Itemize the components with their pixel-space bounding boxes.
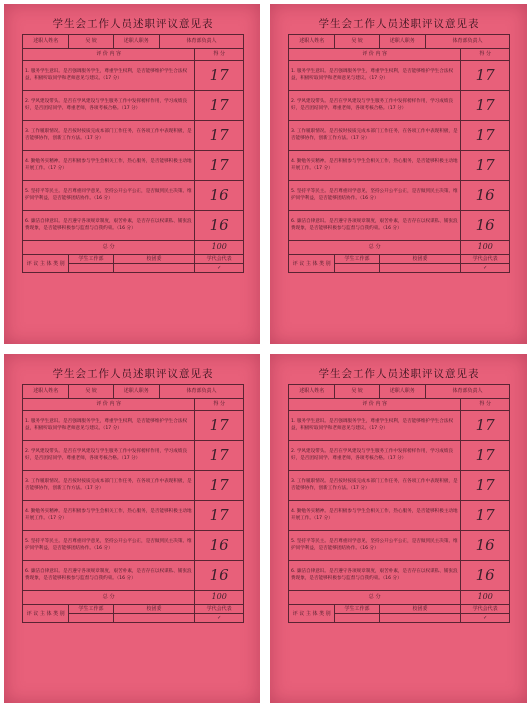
position-value: 体育部负责人 <box>160 35 244 49</box>
total-row <box>23 241 244 255</box>
handwritten-score: 16 <box>195 531 244 561</box>
header-row <box>289 35 510 49</box>
form-table <box>22 384 244 623</box>
criterion-text: 2. 学风建设带头。是否在学风建设与学生服务工作中发挥榜样作用，学习成绩良好，是否团结同学、尊重老师，各项考核合格。（17 分） <box>289 441 461 471</box>
form-title: 学生会工作人员述职评议意见表 <box>318 368 480 380</box>
criterion-text: 6. 廉洁自律意识。是否遵守各项规章制度，艰苦朴素，是否存在以权谋私、铺张浪费现象，是否能够积极参与监督与自我约束。（16 分） <box>289 211 461 241</box>
handwritten-score: 16 <box>195 561 244 591</box>
criterion-row <box>289 441 510 471</box>
name-value: 吴 姣 <box>69 385 113 399</box>
photo-sheet-3 <box>4 354 260 703</box>
handwritten-score: 17 <box>195 91 244 121</box>
eval-category-representatives: 学代会代表 <box>461 605 510 614</box>
handwritten-total: 100 <box>461 591 510 605</box>
checkmark-icon: ✓ <box>195 264 244 273</box>
eval-mark-empty <box>335 264 379 273</box>
handwritten-score: 17 <box>195 61 244 91</box>
total-label: 总 分 <box>23 591 195 605</box>
handwritten-score: 16 <box>461 531 510 561</box>
evaluation-form <box>288 16 510 273</box>
content-header-row <box>289 399 510 411</box>
evaluation-form <box>22 366 244 623</box>
eval-category-student-affairs: 学生工作部 <box>335 255 379 264</box>
name-label: 述职人姓名 <box>289 35 335 49</box>
criterion-text: 3. 工作履职情况。是否按时按质完成本部门工作任务，在各项工作中表现积极，是否能够协作，创新工作方法。（17 分） <box>289 121 461 151</box>
name-value: 吴 姣 <box>69 35 113 49</box>
eval-category-youth-league: 校团委 <box>113 255 195 264</box>
content-header: 评 价 内 容 <box>23 49 195 61</box>
criterion-text: 6. 廉洁自律意识。是否遵守各项规章制度，艰苦朴素，是否存在以权谋私、铺张浪费现象，是否能够积极参与监督与自我约束。（16 分） <box>23 561 195 591</box>
criterion-row <box>289 61 510 91</box>
eval-category-row <box>289 255 510 264</box>
handwritten-score: 16 <box>461 181 510 211</box>
handwritten-score: 17 <box>461 61 510 91</box>
handwritten-score: 17 <box>461 411 510 441</box>
eval-category-row <box>23 255 244 264</box>
eval-category-row <box>23 605 244 614</box>
eval-category-youth-league: 校团委 <box>379 605 461 614</box>
content-header: 评 价 内 容 <box>289 399 461 411</box>
handwritten-score: 16 <box>195 181 244 211</box>
criterion-text: 5. 坚持平等民主。是否尊重同学意见，坚持公开公平公正，是否做到民主决策、维护同学利益，是否能够团结协作。（16 分） <box>23 531 195 561</box>
name-label: 述职人姓名 <box>23 35 69 49</box>
eval-category-representatives: 学代会代表 <box>195 255 244 264</box>
handwritten-score: 17 <box>195 411 244 441</box>
position-value: 体育部负责人 <box>160 385 244 399</box>
criterion-text: 6. 廉洁自律意识。是否遵守各项规章制度，艰苦朴素，是否存在以权谋私、铺张浪费现象，是否能够积极参与监督与自我约束。（16 分） <box>289 561 461 591</box>
position-label: 述职人职务 <box>379 385 425 399</box>
handwritten-score: 17 <box>461 471 510 501</box>
criterion-row <box>289 561 510 591</box>
header-row <box>289 385 510 399</box>
photo-sheet-1 <box>4 4 260 344</box>
form-title: 学生会工作人员述职评议意见表 <box>52 368 214 380</box>
header-row <box>23 35 244 49</box>
criterion-row <box>23 61 244 91</box>
criterion-row <box>289 501 510 531</box>
position-value: 体育部负责人 <box>426 385 510 399</box>
score-header: 得 分 <box>461 399 510 411</box>
evaluation-form <box>288 366 510 623</box>
criterion-text: 1. 服务学生意识。是否强调服务学生，尊重学生权利，是否能够维护学生合法权益，积极听取同学和老师意见与建议。（17 分） <box>23 411 195 441</box>
eval-category-student-affairs: 学生工作部 <box>69 255 113 264</box>
handwritten-score: 16 <box>195 211 244 241</box>
photo-sheet-2 <box>270 4 527 344</box>
eval-category-student-affairs: 学生工作部 <box>69 605 113 614</box>
criterion-row <box>23 211 244 241</box>
handwritten-score: 16 <box>461 211 510 241</box>
eval-mark-empty <box>113 614 195 623</box>
criterion-text: 5. 坚持平等民主。是否尊重同学意见，坚持公开公平公正，是否做到民主决策、维护同学利益，是否能够团结协作。（16 分） <box>23 181 195 211</box>
eval-mark-empty <box>335 614 379 623</box>
eval-mark-empty <box>379 264 461 273</box>
handwritten-score: 17 <box>461 501 510 531</box>
criterion-text: 5. 坚持平等民主。是否尊重同学意见，坚持公开公平公正，是否做到民主决策、维护同学利益，是否能够团结协作。（16 分） <box>289 181 461 211</box>
content-header-row <box>23 49 244 61</box>
content-header-row <box>23 399 244 411</box>
eval-category-youth-league: 校团委 <box>113 605 195 614</box>
handwritten-score: 16 <box>461 561 510 591</box>
handwritten-total: 100 <box>461 241 510 255</box>
checkmark-icon: ✓ <box>461 264 510 273</box>
score-header: 得 分 <box>195 399 244 411</box>
eval-mark-empty <box>69 264 113 273</box>
handwritten-total: 100 <box>195 241 244 255</box>
eval-category-row <box>289 605 510 614</box>
criterion-text: 2. 学风建设带头。是否在学风建设与学生服务工作中发挥榜样作用，学习成绩良好，是否团结同学、尊重老师，各项考核合格。（17 分） <box>289 91 461 121</box>
handwritten-score: 17 <box>461 441 510 471</box>
eval-category-representatives: 学代会代表 <box>195 605 244 614</box>
criterion-row <box>23 411 244 441</box>
eval-subject-label: 评 议 主 体 类 别 <box>23 255 69 273</box>
name-value: 吴 姣 <box>335 385 379 399</box>
content-header-row <box>289 49 510 61</box>
criterion-row <box>23 561 244 591</box>
criterion-text: 1. 服务学生意识。是否强调服务学生，尊重学生权利，是否能够维护学生合法权益，积极听取同学和老师意见与建议。（17 分） <box>289 61 461 91</box>
criterion-row <box>289 211 510 241</box>
criterion-row <box>23 121 244 151</box>
handwritten-score: 17 <box>195 501 244 531</box>
name-label: 述职人姓名 <box>289 385 335 399</box>
eval-mark-empty <box>69 614 113 623</box>
criterion-text: 3. 工作履职情况。是否按时按质完成本部门工作任务，在各项工作中表现积极，是否能够协作，创新工作方法。（17 分） <box>23 121 195 151</box>
criterion-text: 4. 勤勉务实精神。是否积极参与学生会相关工作，热心服务，是否能够积极主动地开展工作。（17 分） <box>289 501 461 531</box>
position-label: 述职人职务 <box>113 35 159 49</box>
criterion-row <box>23 501 244 531</box>
total-label: 总 分 <box>23 241 195 255</box>
criterion-text: 3. 工作履职情况。是否按时按质完成本部门工作任务，在各项工作中表现积极，是否能够协作，创新工作方法。（17 分） <box>289 471 461 501</box>
criterion-row <box>289 181 510 211</box>
position-value: 体育部负责人 <box>426 35 510 49</box>
handwritten-score: 17 <box>461 151 510 181</box>
criterion-row <box>23 531 244 561</box>
evaluation-form <box>22 16 244 273</box>
total-row <box>289 591 510 605</box>
criterion-row <box>289 471 510 501</box>
total-row <box>23 591 244 605</box>
name-value: 吴 姣 <box>335 35 379 49</box>
total-label: 总 分 <box>289 241 461 255</box>
content-header: 评 价 内 容 <box>289 49 461 61</box>
handwritten-score: 17 <box>195 151 244 181</box>
photo-sheet-4 <box>270 354 527 703</box>
criterion-text: 2. 学风建设带头。是否在学风建设与学生服务工作中发挥榜样作用，学习成绩良好，是否团结同学、尊重老师，各项考核合格。（17 分） <box>23 91 195 121</box>
total-label: 总 分 <box>289 591 461 605</box>
criterion-text: 3. 工作履职情况。是否按时按质完成本部门工作任务，在各项工作中表现积极，是否能够协作，创新工作方法。（17 分） <box>23 471 195 501</box>
criterion-text: 2. 学风建设带头。是否在学风建设与学生服务工作中发挥榜样作用，学习成绩良好，是否团结同学、尊重老师，各项考核合格。（17 分） <box>23 441 195 471</box>
eval-subject-label: 评 议 主 体 类 别 <box>23 605 69 623</box>
position-label: 述职人职务 <box>113 385 159 399</box>
criterion-text: 1. 服务学生意识。是否强调服务学生，尊重学生权利，是否能够维护学生合法权益，积极听取同学和老师意见与建议。（17 分） <box>23 61 195 91</box>
eval-category-student-affairs: 学生工作部 <box>335 605 379 614</box>
handwritten-score: 17 <box>195 471 244 501</box>
criterion-row <box>23 441 244 471</box>
score-header: 得 分 <box>461 49 510 61</box>
checkmark-icon: ✓ <box>461 614 510 623</box>
handwritten-score: 17 <box>461 121 510 151</box>
handwritten-total: 100 <box>195 591 244 605</box>
criterion-text: 1. 服务学生意识。是否强调服务学生，尊重学生权利，是否能够维护学生合法权益，积极听取同学和老师意见与建议。（17 分） <box>289 411 461 441</box>
handwritten-score: 17 <box>195 441 244 471</box>
criterion-row <box>289 121 510 151</box>
criterion-row <box>289 151 510 181</box>
criterion-row <box>289 411 510 441</box>
form-table <box>288 384 510 623</box>
name-label: 述职人姓名 <box>23 385 69 399</box>
form-title: 学生会工作人员述职评议意见表 <box>52 18 214 30</box>
eval-subject-label: 评 议 主 体 类 别 <box>289 255 335 273</box>
criterion-text: 4. 勤勉务实精神。是否积极参与学生会相关工作，热心服务，是否能够积极主动地开展工作。（17 分） <box>23 501 195 531</box>
handwritten-score: 17 <box>461 91 510 121</box>
handwritten-score: 17 <box>195 121 244 151</box>
score-header: 得 分 <box>195 49 244 61</box>
criterion-text: 4. 勤勉务实精神。是否积极参与学生会相关工作，热心服务，是否能够积极主动地开展工作。（17 分） <box>289 151 461 181</box>
eval-mark-empty <box>113 264 195 273</box>
eval-category-representatives: 学代会代表 <box>461 255 510 264</box>
eval-category-youth-league: 校团委 <box>379 255 461 264</box>
form-table <box>22 34 244 273</box>
criterion-row <box>289 91 510 121</box>
criterion-row <box>23 151 244 181</box>
criterion-text: 6. 廉洁自律意识。是否遵守各项规章制度，艰苦朴素，是否存在以权谋私、铺张浪费现象，是否能够积极参与监督与自我约束。（16 分） <box>23 211 195 241</box>
form-title: 学生会工作人员述职评议意见表 <box>318 18 480 30</box>
criterion-row <box>23 471 244 501</box>
header-row <box>23 385 244 399</box>
criterion-row <box>289 531 510 561</box>
eval-mark-empty <box>379 614 461 623</box>
form-table <box>288 34 510 273</box>
position-label: 述职人职务 <box>379 35 425 49</box>
criterion-row <box>23 91 244 121</box>
checkmark-icon: ✓ <box>195 614 244 623</box>
eval-subject-label: 评 议 主 体 类 别 <box>289 605 335 623</box>
content-header: 评 价 内 容 <box>23 399 195 411</box>
criterion-text: 5. 坚持平等民主。是否尊重同学意见，坚持公开公平公正，是否做到民主决策、维护同学利益，是否能够团结协作。（16 分） <box>289 531 461 561</box>
criterion-text: 4. 勤勉务实精神。是否积极参与学生会相关工作，热心服务，是否能够积极主动地开展工作。（17 分） <box>23 151 195 181</box>
criterion-row <box>23 181 244 211</box>
total-row <box>289 241 510 255</box>
